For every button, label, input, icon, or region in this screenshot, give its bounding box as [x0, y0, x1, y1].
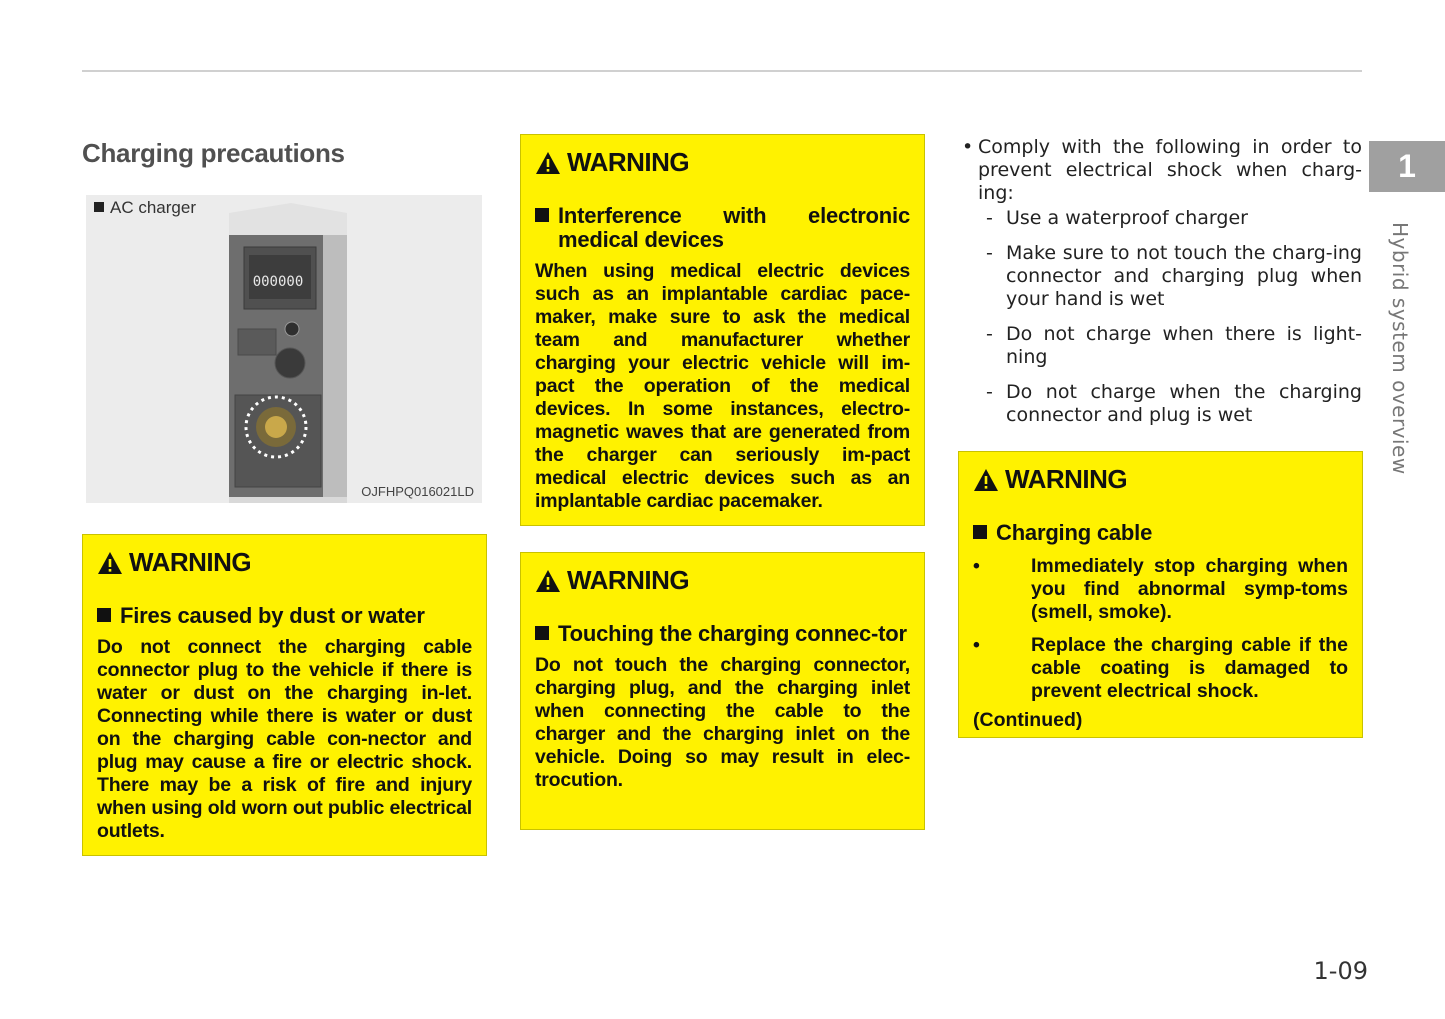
ac-charger-illustration: [86, 195, 482, 503]
warning-box-medical-devices: [520, 134, 925, 526]
warning-heading: WARNING: [535, 147, 910, 178]
square-bullet-icon: [973, 525, 987, 539]
list-item: - Do not charge when there is light-ning: [986, 323, 1362, 368]
warning-box-dust-water: [82, 534, 487, 856]
warning-body: Do not touch the charging connector, charging plug, and the charging inlet when connecting the cable to the charger and the charging inlet on the vehicle. Doing so may result in elec-trocution.: [535, 654, 910, 791]
top-rule: [82, 70, 1362, 72]
warning-subheading: Fires caused by dust or water: [97, 604, 472, 628]
continued-note: (Continued): [973, 709, 1083, 731]
warning-heading: WARNING: [973, 464, 1348, 495]
list-item: - Use a waterproof charger: [986, 207, 1248, 229]
warning-bullet-item: • Immediately stop charging when you find abnormal symp-toms (smell, smoke).: [973, 555, 1348, 623]
list-item: - Do not charge when the charging connector and plug is wet: [986, 381, 1362, 426]
warning-subheading: Touching the charging connec-tor: [535, 622, 910, 646]
warning-body: When using medical electric devices such as an implantable cardiac pace-maker, make sure to ask the medical team and manufacturer whether charging your electric vehicle will im-pact the operation of the medical devices. In some instances, electro-magnetic waves that are generated from the charger can seriously im-pact medical electric devices such as an implantable cardiac pacemaker.: [535, 260, 910, 512]
square-bullet-icon: [97, 608, 111, 622]
warning-triangle-icon: [97, 551, 123, 575]
warning-heading: WARNING: [535, 565, 910, 596]
page-number: 1-09: [1313, 957, 1368, 985]
square-bullet-icon: [535, 208, 549, 222]
section-title: Charging precautions: [82, 138, 345, 168]
warning-body: Do not connect the charging cable connector plug to the vehicle if there is water or dust on the charging in-let. Connecting while there is water or dust on the charging cable con-nector and plug may cause a fire or electric shock. There may be a risk of fire and injury when using old worn out public electrical outlets.: [97, 636, 472, 842]
warning-subheading: Charging cable: [973, 521, 1348, 545]
warning-bullet-item: • Replace the charging cable if the cable coating is damaged to prevent electrical shock.: [973, 634, 1348, 702]
shock-prevention-list: [962, 136, 1362, 427]
ac-charger-figure: [86, 195, 482, 503]
warning-triangle-icon: [535, 569, 561, 593]
list-item: - Make sure to not touch the charg-ing connector and charging plug when your hand is wet: [986, 242, 1362, 310]
chapter-tab: 1: [1369, 141, 1445, 192]
warning-box-charging-cable: [958, 451, 1363, 738]
chapter-title-vertical: Hybrid system overview: [1388, 222, 1412, 475]
warning-box-charging-connector: [520, 552, 925, 830]
square-bullet-icon: [535, 626, 549, 640]
figure-code: OJFHPQ016021LD: [361, 484, 474, 499]
warning-heading: WARNING: [97, 547, 472, 578]
warning-triangle-icon: [535, 151, 561, 175]
list-intro: • Comply with the following in order to prevent electrical shock when charg-ing:: [962, 136, 1362, 204]
figure-label: AC charger: [94, 198, 196, 218]
bullet-icon: •: [962, 136, 974, 158]
warning-triangle-icon: [973, 468, 999, 492]
display-readout: 000000: [252, 274, 304, 290]
warning-subheading: Interference with electronic medical devices: [535, 204, 910, 252]
